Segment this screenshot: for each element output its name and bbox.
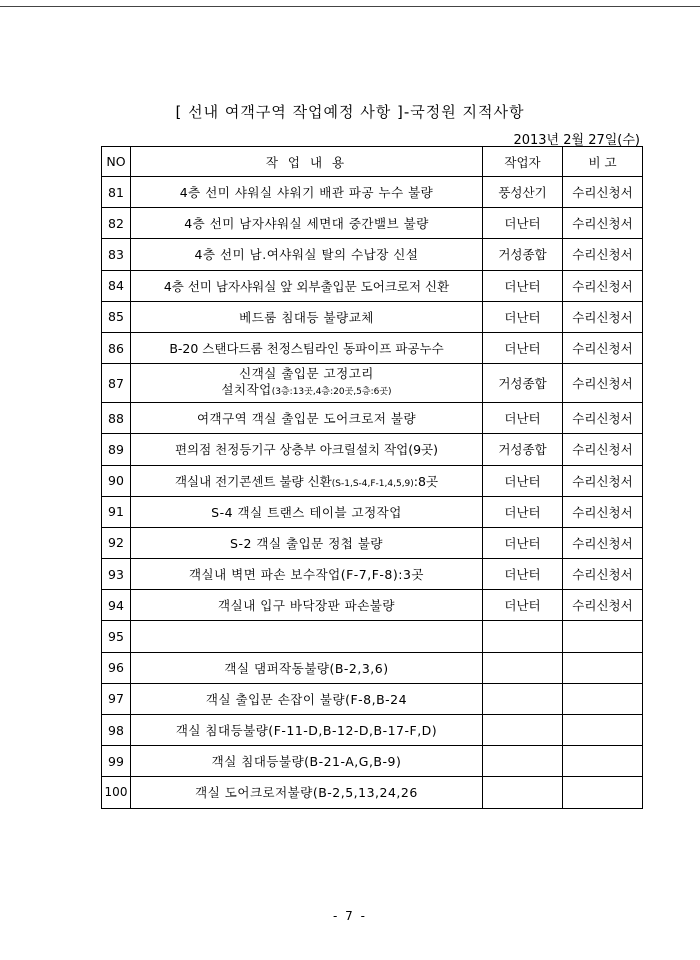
row-work: 편의점 천정등기구 상층부 아크릴설치 작업(9곳) bbox=[131, 434, 483, 465]
row-worker: 거성종합 bbox=[483, 434, 563, 465]
row-worker: 거성종합 bbox=[483, 239, 563, 270]
row-no: 93 bbox=[102, 559, 131, 590]
row-work-detail: (S-1,S-4,F-1,4,5,9) bbox=[331, 478, 414, 489]
row-work: 객실 침대등불량(F-11-D,B-12-D,B-17-F,D) bbox=[131, 715, 483, 746]
row-work: B-20 스탠다드룸 천정스팀라인 동파이프 파공누수 bbox=[131, 332, 483, 363]
row-note: 수리신청서 bbox=[563, 434, 643, 465]
row-work-detail: (3층:13곳,4층:20곳,5층:6곳) bbox=[271, 387, 392, 398]
row-no: 96 bbox=[102, 652, 131, 683]
row-worker: 더난터 bbox=[483, 403, 563, 434]
work-schedule-table bbox=[101, 146, 643, 809]
table-row bbox=[102, 590, 643, 621]
table-row bbox=[102, 177, 643, 208]
row-worker: 더난터 bbox=[483, 590, 563, 621]
table-row bbox=[102, 364, 643, 403]
row-work: S-2 객실 출입문 정첩 불량 bbox=[131, 527, 483, 558]
row-note: 수리신청서 bbox=[563, 208, 643, 239]
row-note bbox=[563, 652, 643, 683]
table-row bbox=[102, 496, 643, 527]
row-work: 여객구역 객실 출입문 도어크로저 불량 bbox=[131, 403, 483, 434]
table-row bbox=[102, 715, 643, 746]
header-no: NO bbox=[102, 147, 131, 177]
row-no: 97 bbox=[102, 683, 131, 714]
table-row bbox=[102, 559, 643, 590]
row-work-main: 객실내 전기콘센트 불량 신환 bbox=[174, 473, 332, 489]
row-no: 85 bbox=[102, 301, 131, 332]
table-row bbox=[102, 301, 643, 332]
row-no: 99 bbox=[102, 746, 131, 777]
row-worker: 더난터 bbox=[483, 270, 563, 301]
row-no: 82 bbox=[102, 208, 131, 239]
table-row bbox=[102, 270, 643, 301]
table-row bbox=[102, 527, 643, 558]
row-work: 4층 선미 샤워실 샤워기 배관 파공 누수 불량 bbox=[131, 177, 483, 208]
table-row bbox=[102, 434, 643, 465]
row-work bbox=[131, 621, 483, 652]
row-work-tail: :8곳 bbox=[413, 473, 439, 489]
row-work: 객실 침대등불량(B-21-A,G,B-9) bbox=[131, 746, 483, 777]
row-no: 92 bbox=[102, 527, 131, 558]
row-note bbox=[563, 715, 643, 746]
row-worker bbox=[483, 746, 563, 777]
table-row bbox=[102, 746, 643, 777]
table-header-row bbox=[102, 147, 643, 177]
row-no: 98 bbox=[102, 715, 131, 746]
row-note: 수리신청서 bbox=[563, 559, 643, 590]
row-work: S-4 객실 트랜스 테이블 고정작업 bbox=[131, 496, 483, 527]
row-no: 94 bbox=[102, 590, 131, 621]
row-work bbox=[131, 465, 483, 496]
row-no: 88 bbox=[102, 403, 131, 434]
row-worker bbox=[483, 777, 563, 808]
row-work-line2: 설치작업 bbox=[221, 382, 272, 398]
row-work-line1: 신객실 출입문 고정고리 bbox=[239, 366, 374, 382]
header-work: 작 업 내 용 bbox=[131, 147, 483, 177]
row-note: 수리신청서 bbox=[563, 364, 643, 403]
row-worker bbox=[483, 683, 563, 714]
row-worker: 더난터 bbox=[483, 496, 563, 527]
table-row bbox=[102, 332, 643, 363]
row-worker bbox=[483, 652, 563, 683]
row-work: 4층 선미 남자샤워실 앞 외부출입문 도어크로저 신환 bbox=[131, 270, 483, 301]
row-note bbox=[563, 777, 643, 808]
row-worker: 더난터 bbox=[483, 332, 563, 363]
header-worker: 작업자 bbox=[483, 147, 563, 177]
table-row bbox=[102, 465, 643, 496]
table-row bbox=[102, 683, 643, 714]
page-number: - 7 - bbox=[333, 909, 367, 923]
row-worker: 더난터 bbox=[483, 465, 563, 496]
row-note: 수리신청서 bbox=[563, 177, 643, 208]
row-worker: 더난터 bbox=[483, 527, 563, 558]
table-row bbox=[102, 777, 643, 808]
row-note: 수리신청서 bbox=[563, 590, 643, 621]
row-note: 수리신청서 bbox=[563, 239, 643, 270]
document-date: 2013년 2월 27일(수) bbox=[513, 133, 640, 148]
top-border-line bbox=[0, 6, 700, 7]
table-row bbox=[102, 621, 643, 652]
row-worker: 더난터 bbox=[483, 301, 563, 332]
row-no: 89 bbox=[102, 434, 131, 465]
row-work bbox=[131, 364, 483, 403]
row-worker: 풍성산기 bbox=[483, 177, 563, 208]
row-no: 84 bbox=[102, 270, 131, 301]
table-row bbox=[102, 239, 643, 270]
row-worker: 거성종합 bbox=[483, 364, 563, 403]
row-work: 베드룸 침대등 불량교체 bbox=[131, 301, 483, 332]
table-row bbox=[102, 652, 643, 683]
row-work: 4층 선미 남자샤워실 세면대 중간밸브 불량 bbox=[131, 208, 483, 239]
row-worker: 더난터 bbox=[483, 559, 563, 590]
row-note: 수리신청서 bbox=[563, 403, 643, 434]
row-work: 객실내 입구 바닥장판 파손불량 bbox=[131, 590, 483, 621]
row-note: 수리신청서 bbox=[563, 496, 643, 527]
row-worker: 더난터 bbox=[483, 208, 563, 239]
table-row bbox=[102, 403, 643, 434]
row-worker bbox=[483, 715, 563, 746]
row-no: 90 bbox=[102, 465, 131, 496]
row-work: 객실 도어크로저불량(B-2,5,13,24,26 bbox=[131, 777, 483, 808]
row-note bbox=[563, 746, 643, 777]
row-note: 수리신청서 bbox=[563, 527, 643, 558]
row-worker bbox=[483, 621, 563, 652]
header-note: 비 고 bbox=[563, 147, 643, 177]
row-no: 95 bbox=[102, 621, 131, 652]
row-note: 수리신청서 bbox=[563, 301, 643, 332]
row-work: 4층 선미 남.여샤워실 탈의 수납장 신설 bbox=[131, 239, 483, 270]
row-note: 수리신청서 bbox=[563, 465, 643, 496]
row-no: 83 bbox=[102, 239, 131, 270]
row-work: 객실내 벽면 파손 보수작업(F-7,F-8):3곳 bbox=[131, 559, 483, 590]
row-no: 91 bbox=[102, 496, 131, 527]
row-work: 객실 출입문 손잡이 불량(F-8,B-24 bbox=[131, 683, 483, 714]
row-note: 수리신청서 bbox=[563, 332, 643, 363]
row-no: 100 bbox=[102, 777, 131, 808]
row-work: 객실 댐퍼작동불량(B-2,3,6) bbox=[131, 652, 483, 683]
table-row bbox=[102, 208, 643, 239]
row-no: 81 bbox=[102, 177, 131, 208]
row-note: 수리신청서 bbox=[563, 270, 643, 301]
row-note bbox=[563, 621, 643, 652]
row-no: 87 bbox=[102, 364, 131, 403]
document-title: [ 선내 여객구역 작업예정 사항 ]-국정원 지적사항 bbox=[175, 103, 525, 121]
row-no: 86 bbox=[102, 332, 131, 363]
row-note bbox=[563, 683, 643, 714]
